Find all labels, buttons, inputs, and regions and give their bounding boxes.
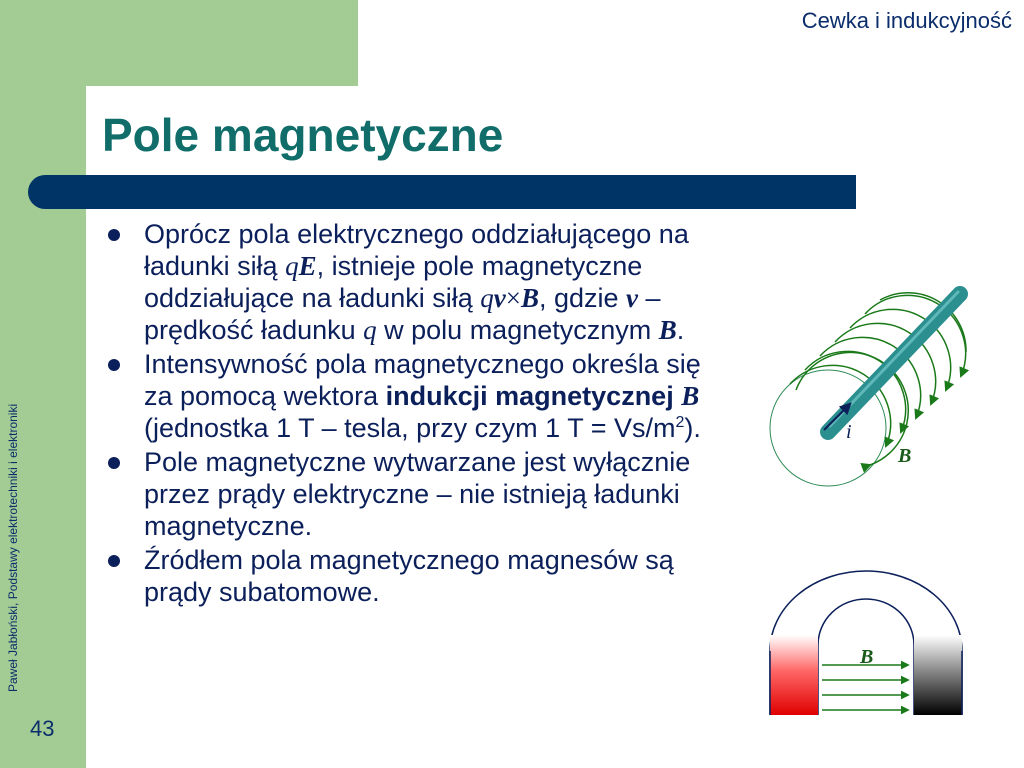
bullet-item (106, 218, 726, 346)
bullet-text: , istnieje pole magnetyczne oddziałujące na ładunki siłą (144, 251, 643, 313)
bullet-text: Oprócz pola elektrycznego oddziałującego na ładunki siłą (144, 219, 689, 281)
title-underline-bar (28, 175, 856, 209)
bullet-dot (108, 457, 120, 469)
symbol-v: v (493, 283, 506, 313)
bullet-item (106, 544, 726, 608)
symbol-q: q (480, 283, 494, 313)
bullet-text: w polu magnetycznym (376, 315, 659, 345)
bullet-item (106, 446, 726, 542)
field-label: B (898, 445, 912, 467)
bullet-text: – prędkość ładunku (144, 283, 661, 345)
bullet-dot (108, 229, 120, 241)
field-lines (822, 665, 908, 710)
bold-term: indukcji magnetycznej (385, 381, 674, 411)
header-title: Cewka i indukcyjność (801, 8, 1012, 33)
superscript: 2 (675, 414, 685, 431)
current-label: i (846, 421, 852, 443)
bullet-dot (108, 555, 120, 567)
horseshoe-magnet-figure (760, 555, 970, 725)
bullet-list (106, 218, 726, 610)
magnet-field-label: B (860, 646, 874, 668)
bullet-text: Źródłem pola magnetycznego magnesów są prądy subatomowe. (144, 545, 674, 607)
author-footer: Paweł Jabłoński, Podstawy elektrotechniki i elektroniki (6, 403, 20, 692)
bullet-text: (jednostka 1 T – tesla, przy czym 1 T = Vs/m (144, 413, 676, 443)
symbol-b: B (520, 283, 539, 313)
symbol-b: B (681, 381, 700, 411)
wire-field-figure (760, 280, 990, 500)
south-pole (914, 635, 962, 715)
symbol-q: q (285, 251, 299, 281)
bullet-text: Pole magnetyczne wytwarzane jest wyłącznie przez prądy elektryczne – nie istnieją ładunki magnetyczne. (144, 447, 691, 541)
bullet-text: ). (684, 413, 701, 443)
bullet-text: . (676, 315, 685, 345)
north-pole (770, 635, 818, 715)
bullet-item (106, 348, 726, 444)
symbol-q: q (363, 315, 377, 345)
cross-symbol: × (505, 283, 521, 313)
symbol-v: v (626, 283, 639, 313)
symbol-b: B (658, 315, 677, 345)
symbol-e: E (298, 251, 317, 281)
page-number: 43 (30, 716, 55, 741)
bullet-text: , gdzie (538, 283, 627, 313)
bullet-text: Intensywność pola magnetycznego określa się za pomocą wektora (144, 349, 701, 411)
wire-conductor (828, 294, 960, 432)
slide-title: Pole magnetyczne (102, 109, 504, 161)
bullet-dot (108, 359, 120, 371)
top-green-band (0, 0, 358, 86)
